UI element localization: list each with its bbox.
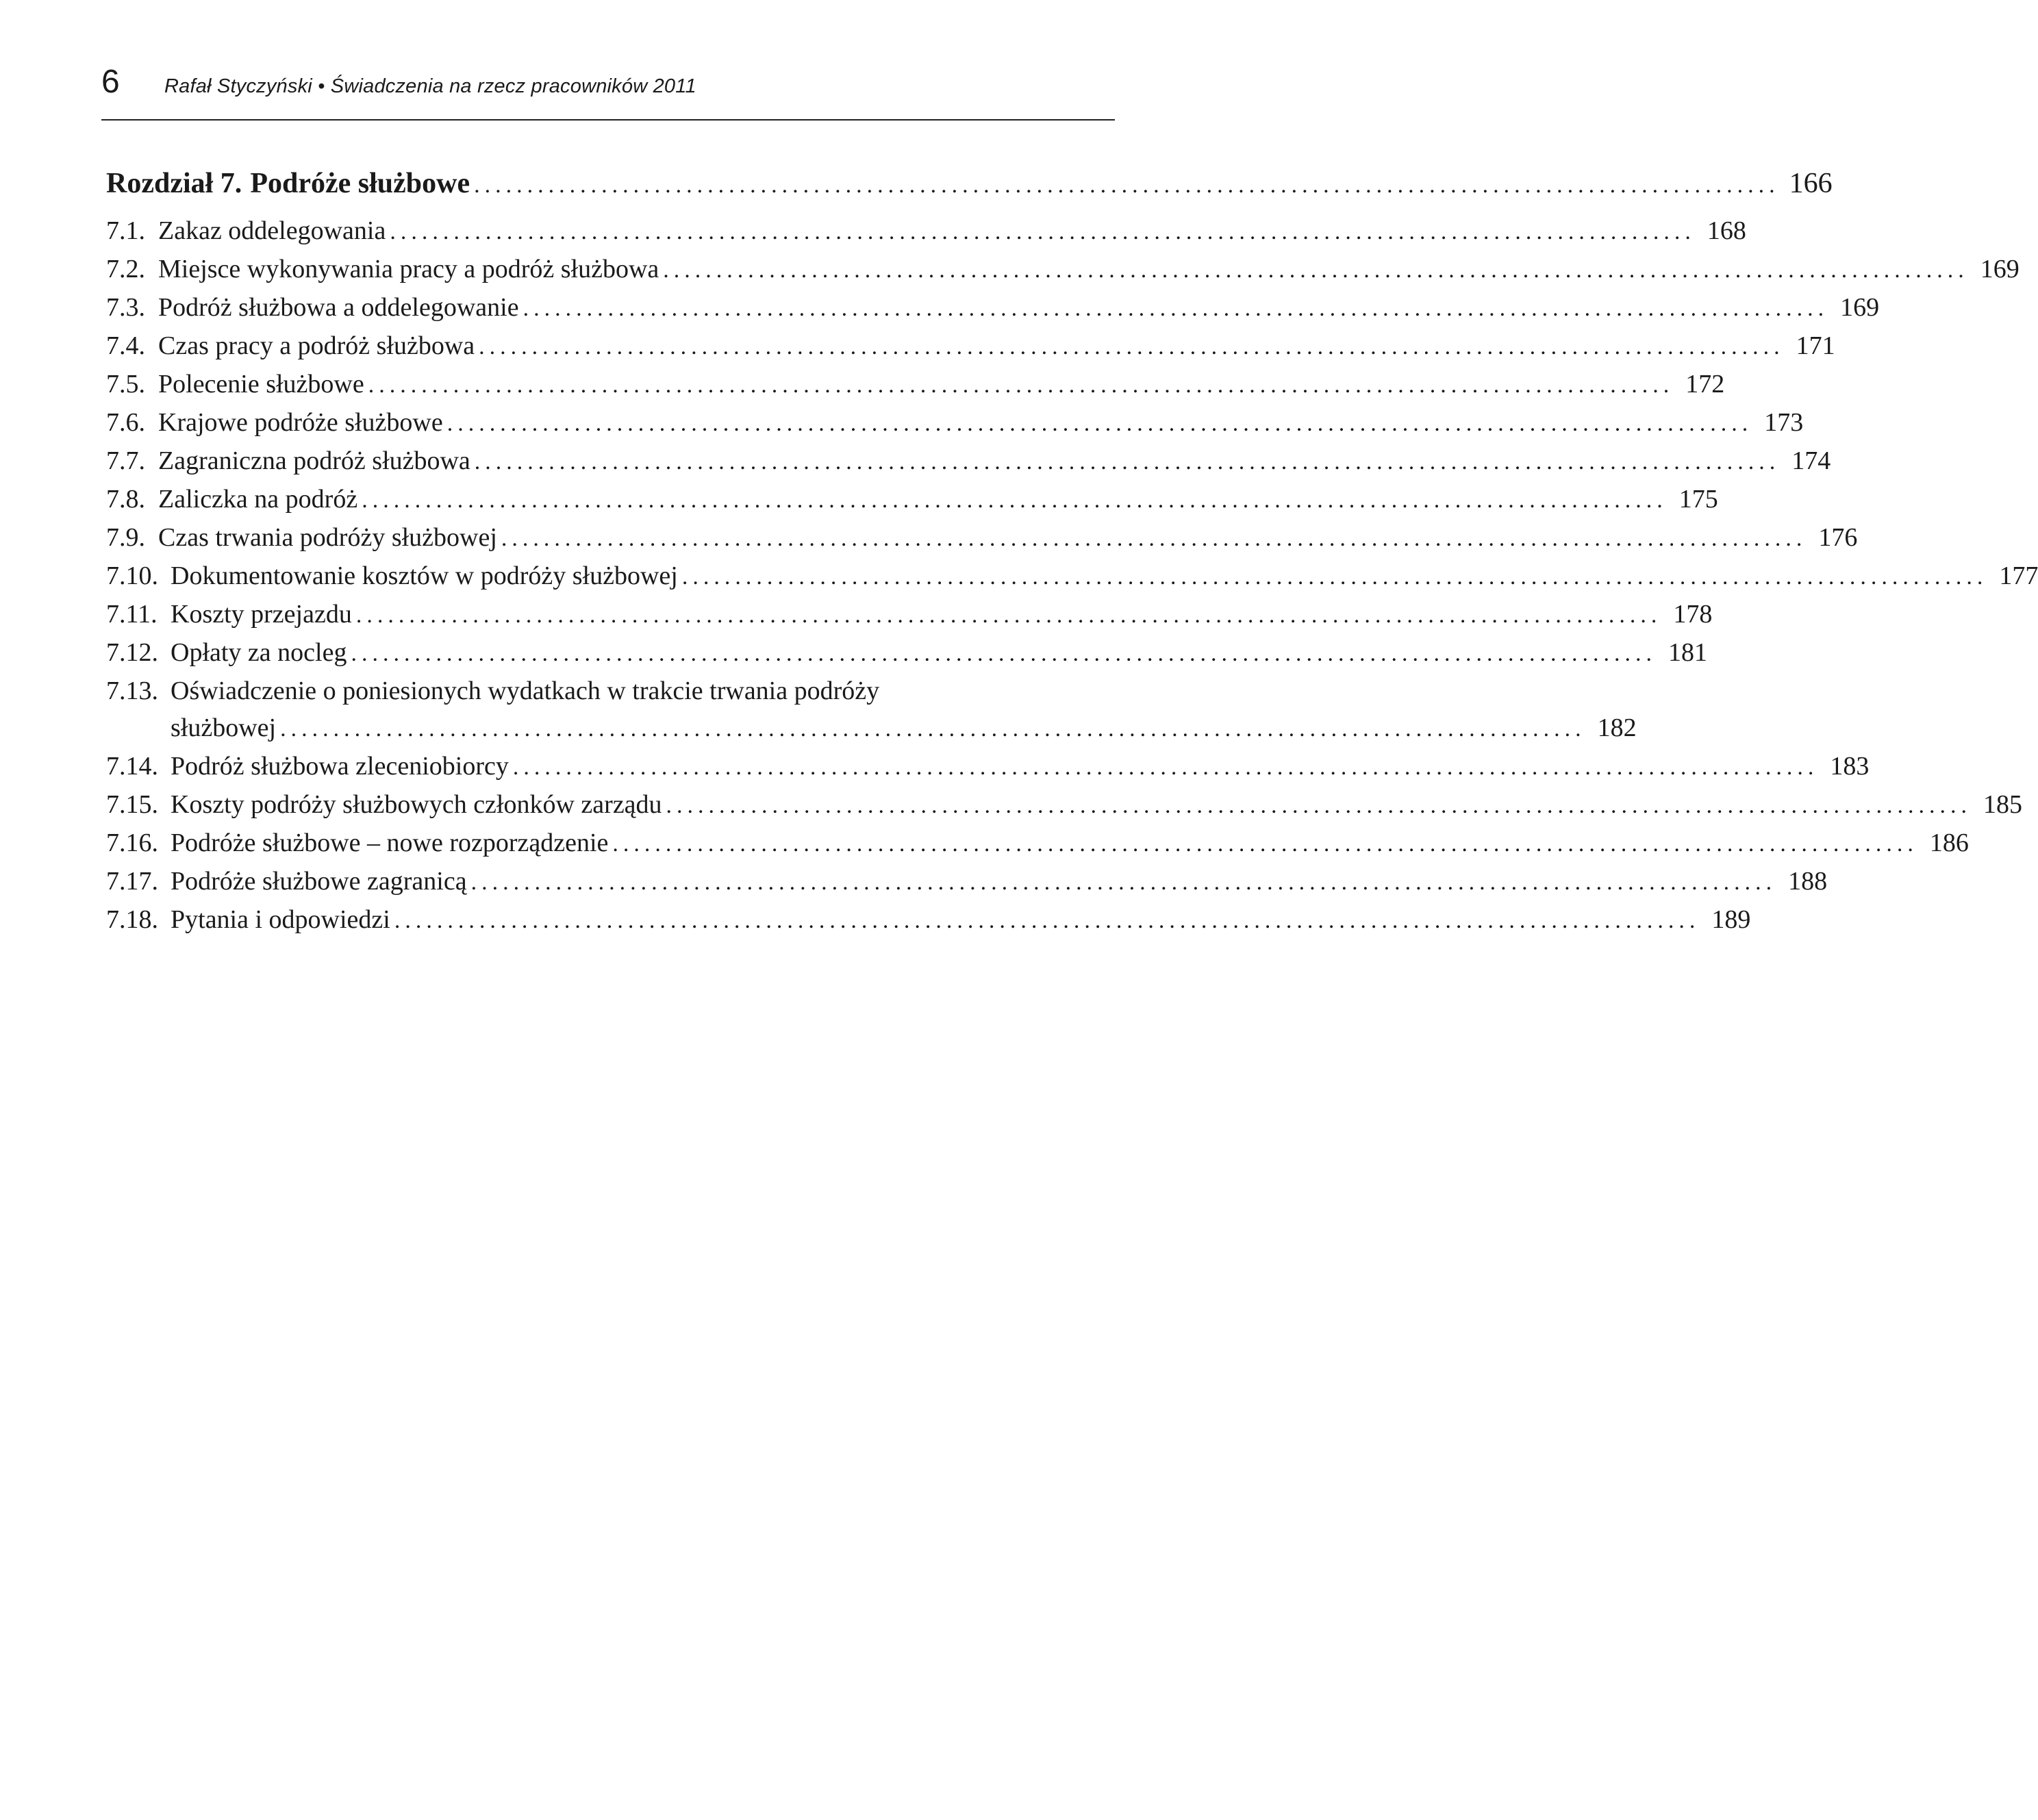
toc-entry (106, 212, 1746, 251)
entry-page: 175 (1678, 485, 1718, 514)
entry-page: 169 (1980, 255, 2020, 283)
entry-page: 176 (1818, 523, 1858, 552)
dot-leader: ........................................................................................................................... (474, 173, 1780, 198)
entry-page: 183 (1830, 752, 1870, 781)
entry-page: 174 (1791, 446, 1831, 475)
toc-entry (106, 557, 2038, 596)
dot-leader: ........................................................................................................................... (446, 411, 1753, 436)
toc-entry (106, 824, 1969, 863)
entry-page: 189 (1711, 905, 1751, 934)
entry-title: Pytania i odpowiedzi (171, 905, 390, 934)
entry-number: 7.2. (106, 255, 145, 283)
entry-number: 7.13. (106, 677, 158, 705)
entry-title-continuation: służbowej (171, 713, 277, 742)
dot-leader: ........................................................................................................................... (362, 488, 1668, 513)
entry-title: Koszty przejazdu (171, 600, 352, 629)
running-title: Rafał Styczyński • Świadczenia na rzecz pracowników 2011 (164, 75, 696, 97)
entry-number: 7.1. (106, 216, 145, 245)
entry-number: 7.8. (106, 485, 145, 514)
dot-leader: ........................................................................................................................... (666, 793, 1972, 818)
toc-entry (106, 672, 1637, 748)
entry-number: 7.16. (106, 829, 158, 857)
entry-page: 182 (1597, 713, 1637, 742)
entry-title: Dokumentowanie kosztów w podróży służbowej (171, 561, 678, 590)
toc-entry (106, 289, 1880, 327)
dot-leader: ........................................................................................................................... (470, 870, 1777, 895)
entry-title: Koszty podróży służbowych członków zarządu (171, 790, 662, 819)
dot-leader: ........................................................................................................................... (663, 257, 1969, 283)
dot-leader: ........................................................................................................................... (368, 372, 1674, 398)
entry-title: Podróż służbowa a oddelegowanie (158, 293, 519, 322)
dot-leader: ........................................................................................................................... (681, 564, 1988, 590)
dot-leader: ........................................................................................................................... (394, 908, 1700, 933)
entry-page: 188 (1788, 867, 1828, 896)
toc-entry (106, 786, 2023, 824)
entry-title: Podróże służbowe – nowe rozporządzenie (171, 829, 609, 857)
chapter-title: Podróże służbowe (250, 168, 470, 199)
entry-page: 178 (1673, 600, 1713, 629)
dot-leader: ........................................................................................................................... (355, 603, 1662, 628)
entry-page: 185 (1983, 790, 2023, 819)
entry-title: Podróż służbowa zleceniobiorcy (171, 752, 509, 781)
entry-title: Podróże służbowe zagranicą (171, 867, 467, 896)
chapter-page: 166 (1789, 168, 1833, 199)
entry-page: 168 (1707, 216, 1746, 245)
toc-entry (106, 596, 1713, 634)
entry-number: 7.17. (106, 867, 158, 896)
entry-number: 7.9. (106, 523, 145, 552)
entry-title: Zagraniczna podróż służbowa (158, 446, 470, 475)
running-head (101, 63, 1115, 111)
toc-entry (106, 519, 1858, 557)
entry-number: 7.7. (106, 446, 145, 475)
entry-page: 186 (1929, 829, 1969, 857)
entry-title: Zakaz oddelegowania (158, 216, 386, 245)
entry-title: Czas pracy a podróż służbowa (158, 331, 475, 360)
toc-entry (106, 901, 1751, 939)
entry-number: 7.12. (106, 638, 158, 667)
dot-leader: ........................................................................................................................... (390, 219, 1696, 244)
entry-number: 7.5. (106, 370, 145, 399)
dot-leader: ........................................................................................................................... (280, 716, 1586, 742)
entry-number: 7.18. (106, 905, 158, 934)
toc-entry (106, 481, 1718, 519)
chapter-label: Rozdział 7. (106, 168, 242, 199)
toc-entry (106, 327, 1835, 366)
toc-entry (106, 863, 1828, 901)
table-of-contents (106, 160, 2038, 939)
entry-number: 7.6. (106, 408, 145, 437)
entry-number: 7.3. (106, 293, 145, 322)
entry-title: Miejsce wykonywania pracy a podróż służbowa (158, 255, 659, 283)
dot-leader: ........................................................................................................................... (474, 449, 1781, 475)
entry-page: 171 (1796, 331, 1835, 360)
entry-title: Opłaty za nocleg (171, 638, 347, 667)
entry-page: 169 (1840, 293, 1880, 322)
dot-leader: ........................................................................................................................... (523, 296, 1829, 321)
entry-title: Oświadczenie o poniesionych wydatkach w trakcie trwania podróży (171, 677, 880, 705)
toc-entry (106, 748, 1870, 786)
entry-number: 7.4. (106, 331, 145, 360)
entry-title: Czas trwania podróży służbowej (158, 523, 497, 552)
entry-page: 181 (1668, 638, 1707, 667)
entry-number: 7.11. (106, 600, 158, 629)
entry-title: Zaliczka na podróż (158, 485, 358, 514)
dot-leader: ........................................................................................................................... (479, 334, 1785, 359)
entry-title: Krajowe podróże służbowe (158, 408, 443, 437)
entry-number: 7.15. (106, 790, 158, 819)
entry-title: Polecenie służbowe (158, 370, 364, 399)
toc-entry (106, 634, 1707, 672)
dot-leader: ........................................................................................................................... (351, 641, 1657, 666)
toc-entry (106, 442, 1831, 481)
entry-page: 177 (1999, 561, 2038, 590)
toc-chapter-heading (106, 160, 1833, 210)
entry-number: 7.14. (106, 752, 158, 781)
toc-entry (106, 366, 1725, 404)
page-number: 6 (101, 64, 120, 100)
toc-entry (106, 251, 2020, 289)
header-rule (101, 119, 1115, 121)
toc-entry (106, 404, 1804, 442)
entry-page: 173 (1764, 408, 1804, 437)
dot-leader: ........................................................................................................................... (612, 831, 1918, 857)
entry-page: 172 (1685, 370, 1725, 399)
dot-leader: ........................................................................................................................... (512, 755, 1819, 780)
entry-number: 7.10. (106, 561, 158, 590)
dot-leader: ........................................................................................................................... (501, 526, 1807, 551)
